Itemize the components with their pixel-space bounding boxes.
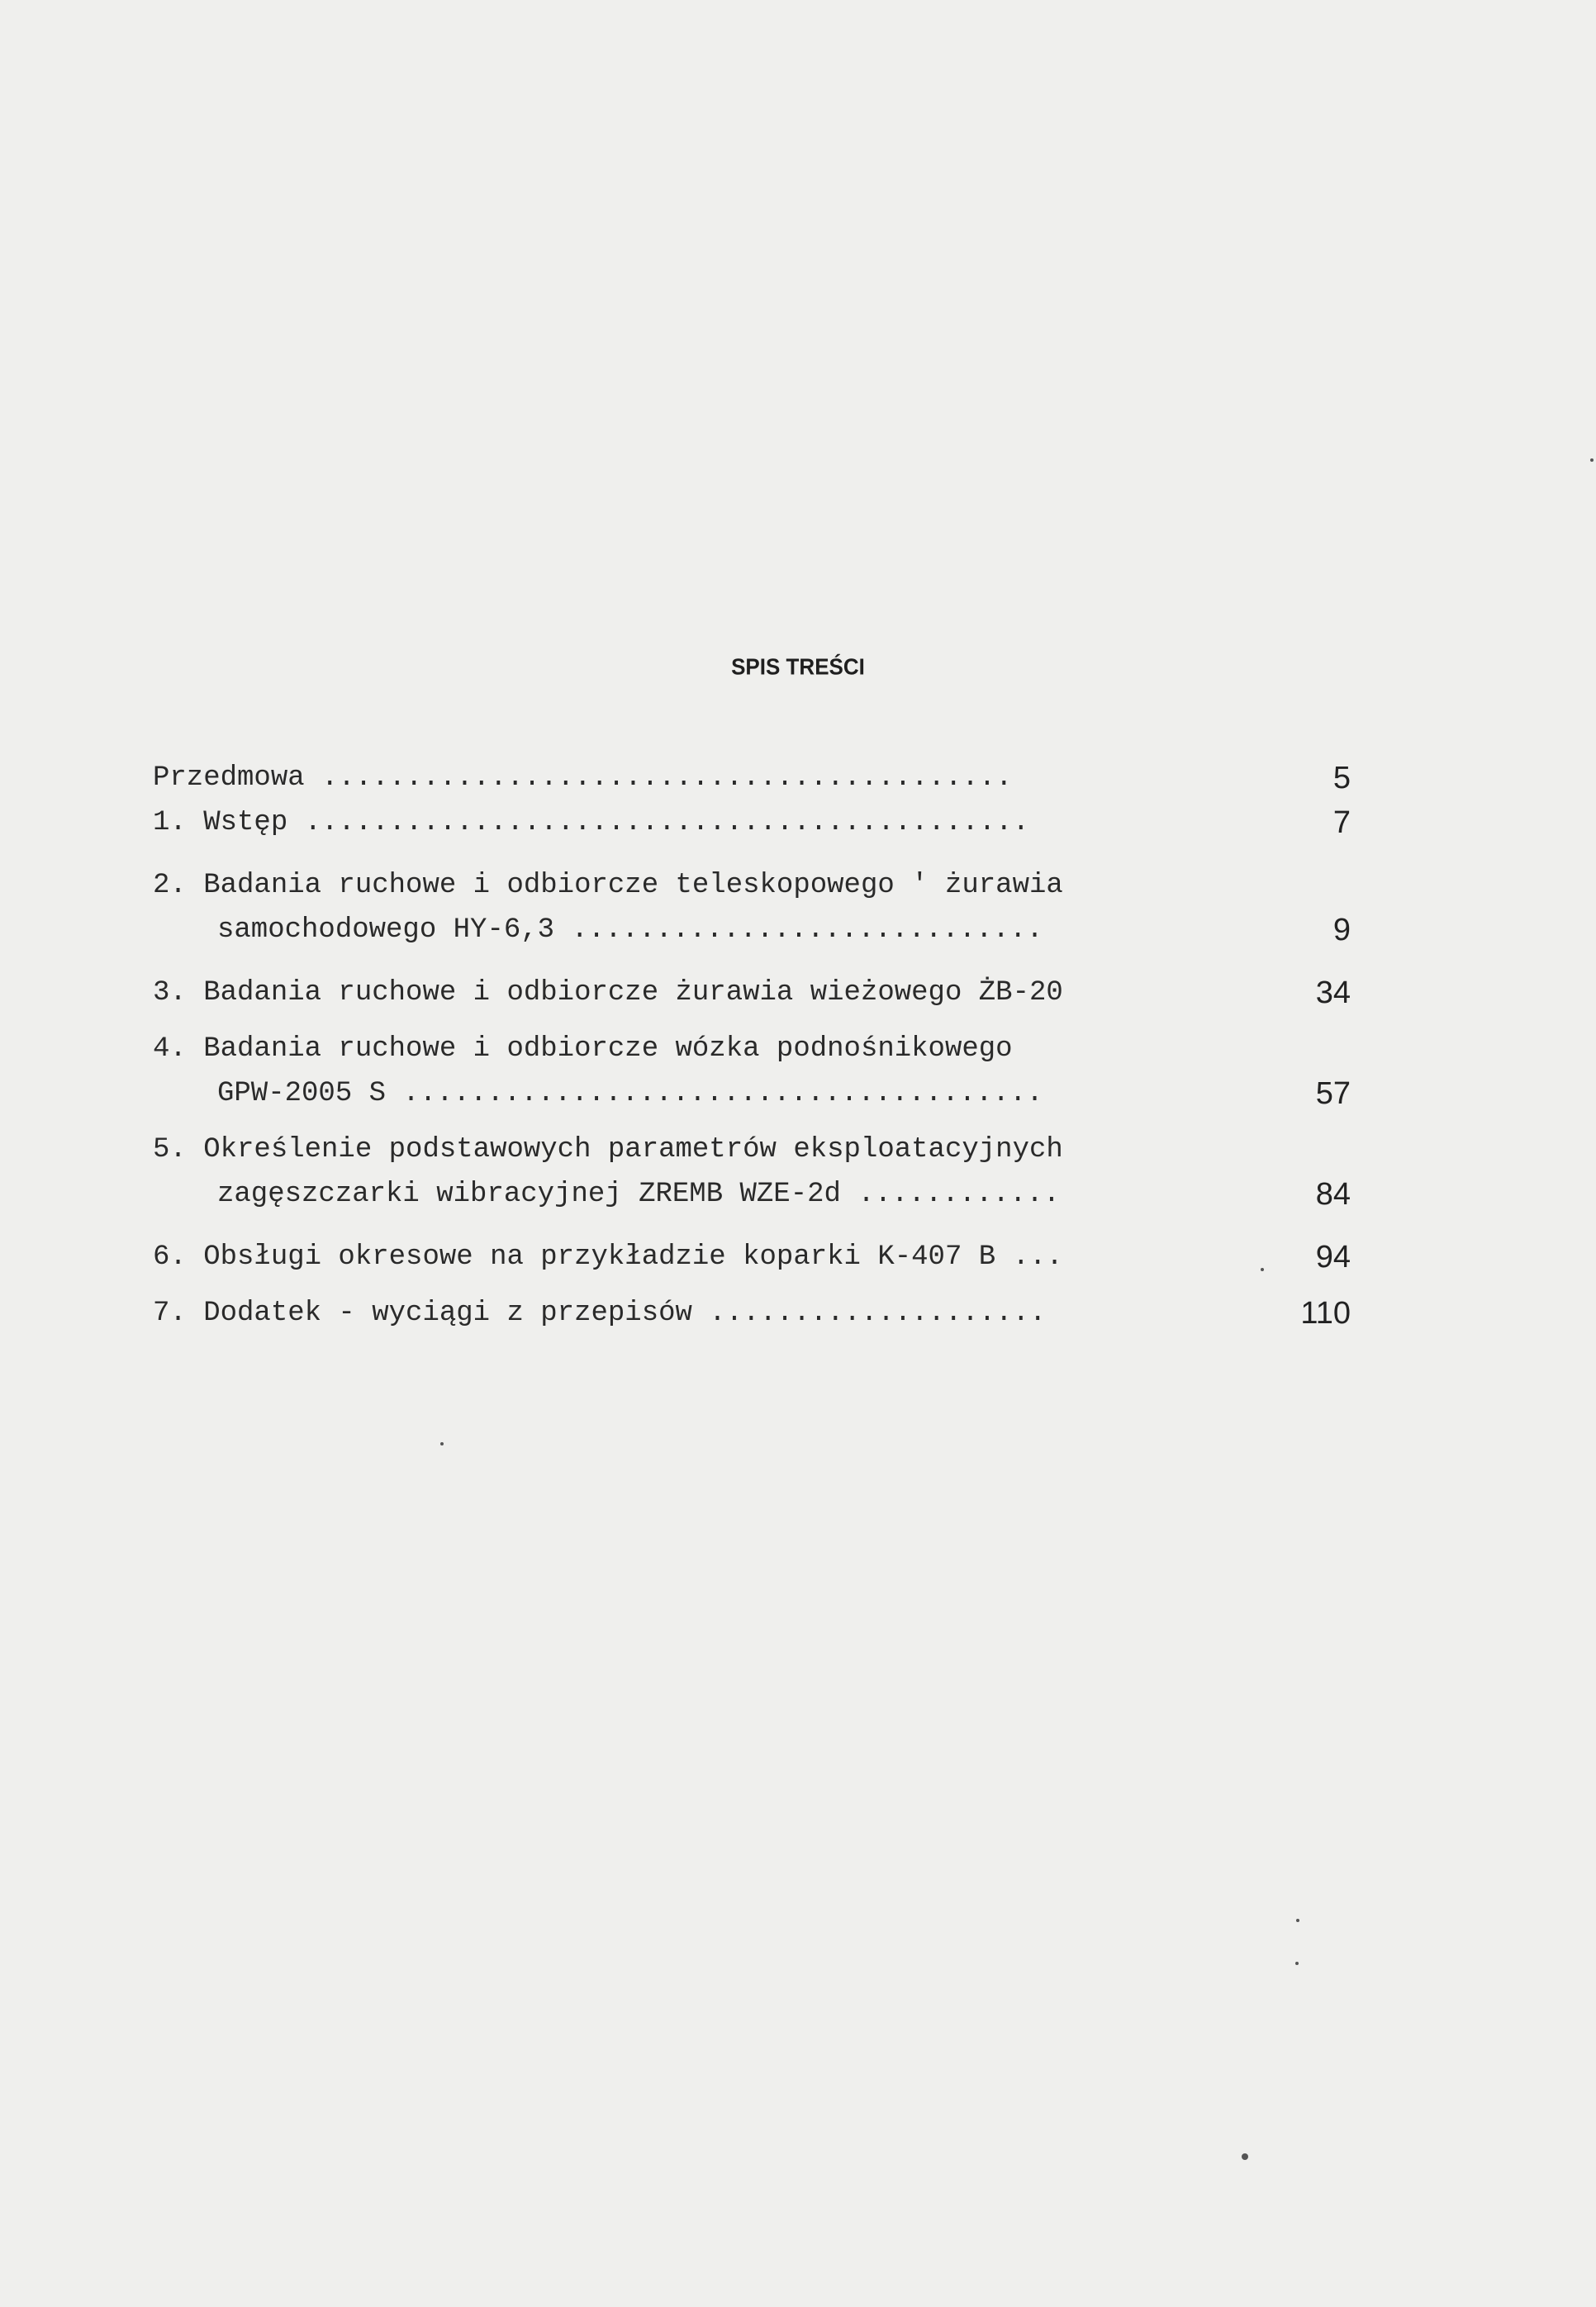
toc-entry-title: 5. Określenie podstawowych parametrów eksploatacyjnych bbox=[153, 1134, 1063, 1165]
toc-entry-page: 57 bbox=[1315, 1076, 1351, 1111]
paper-speck bbox=[1295, 1962, 1299, 1965]
toc-entry-title-continuation: GPW-2005 S ...................................... bbox=[217, 1078, 1043, 1109]
toc-entry-page: 7 bbox=[1332, 805, 1351, 840]
page-title: SPIS TREŚCI bbox=[731, 653, 865, 680]
table-of-contents bbox=[153, 756, 1351, 1336]
toc-entry-title: 4. Badania ruchowe i odbiorcze wózka podnośnikowego bbox=[153, 1033, 1013, 1065]
toc-entry-page: 84 bbox=[1315, 1177, 1351, 1212]
paper-speck bbox=[1261, 1268, 1264, 1271]
toc-entry-title-continuation: samochodowego HY-6,3 ............................ bbox=[217, 914, 1043, 946]
toc-entry-page: 110 bbox=[1300, 1296, 1351, 1331]
toc-entry-page: 94 bbox=[1315, 1240, 1351, 1275]
toc-entry-preface bbox=[153, 756, 1351, 800]
toc-entry-title: 2. Badania ruchowe i odbiorcze teleskopowego ' żurawia bbox=[153, 870, 1063, 901]
toc-entry-7 bbox=[153, 1291, 1351, 1336]
paper-speck bbox=[1242, 2153, 1248, 2160]
toc-entry-6 bbox=[153, 1235, 1351, 1279]
toc-entry-title: 6. Obsługi okresowe na przykładzie koparki K-407 B ... bbox=[153, 1241, 1063, 1273]
toc-entry-title: 1. Wstęp ........................................... bbox=[153, 807, 1029, 838]
paper-speck bbox=[1590, 458, 1594, 462]
paper-speck bbox=[440, 1442, 444, 1445]
toc-entry-4 bbox=[153, 1027, 1351, 1116]
toc-entry-1 bbox=[153, 800, 1351, 845]
toc-entry-page: 9 bbox=[1332, 913, 1351, 947]
toc-entry-title: 3. Badania ruchowe i odbiorcze żurawia wieżowego ŻB-20 bbox=[153, 977, 1063, 1009]
toc-entry-title: 7. Dodatek - wyciągi z przepisów .................... bbox=[153, 1298, 1047, 1329]
toc-entry-page: 34 bbox=[1315, 975, 1351, 1010]
toc-entry-5 bbox=[153, 1127, 1351, 1217]
toc-entry-title-continuation: zagęszczarki wibracyjnej ZREMB WZE-2d ............ bbox=[217, 1179, 1061, 1210]
toc-entry-3 bbox=[153, 971, 1351, 1015]
paper-speck bbox=[1296, 1919, 1299, 1922]
toc-entry-page: 5 bbox=[1332, 761, 1351, 795]
toc-entry-2 bbox=[153, 863, 1351, 952]
toc-entry-title: Przedmowa ......................................... bbox=[153, 762, 1013, 794]
